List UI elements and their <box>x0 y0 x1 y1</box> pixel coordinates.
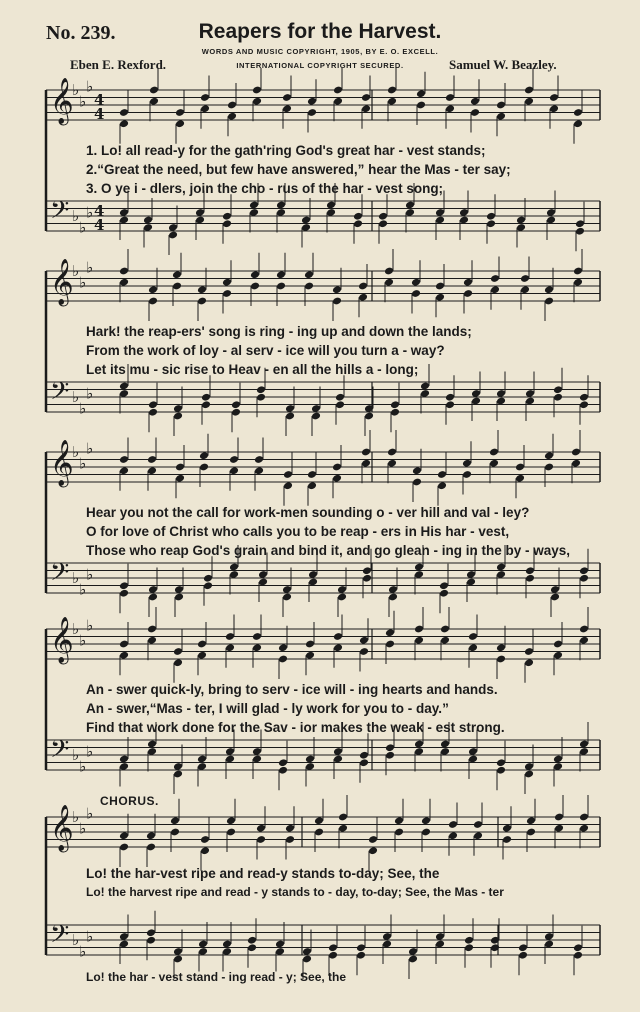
flat-icon: ♭ <box>79 399 87 418</box>
time-signature-top: 4 <box>94 91 105 109</box>
flat-icon: ♭ <box>86 203 94 222</box>
verse-2-line-4: An - swer,“Mas - ter, I will glad - ly work for you to - day.” <box>86 701 449 716</box>
flat-icon: ♭ <box>72 931 80 949</box>
flat-icon: ♭ <box>86 439 94 458</box>
flat-icon: ♭ <box>79 580 87 599</box>
verse-1-line-4: An - swer quick-ly, bring to serv - ice will - ing hearts and hands. <box>86 682 498 697</box>
copyright-line: WORDS AND MUSIC COPYRIGHT, 1905, BY E. O. EXCELL. <box>201 47 439 56</box>
flat-icon: ♭ <box>86 616 94 635</box>
flat-icon: ♭ <box>79 757 87 776</box>
flat-icon: ♭ <box>86 77 94 96</box>
chorus-label: CHORUS. <box>100 794 159 808</box>
verse-1-line-1: 1. Lo! all read-y for the gath'ring God's great har - vest stands; <box>86 143 486 158</box>
treble-clef-icon: 𝄞 <box>50 805 74 851</box>
bass-clef-icon: 𝄢 <box>50 558 70 593</box>
verse-1-line-3: Hear you not the call for work-men sounding o - ver hill and val - ley? <box>86 505 530 520</box>
treble-clef-icon: 𝄞 <box>50 617 74 663</box>
flat-icon: ♭ <box>79 218 87 237</box>
copyright-notice: INTERNATIONAL COPYRIGHT SECURED. <box>236 61 404 70</box>
flat-icon: ♭ <box>72 620 80 638</box>
flat-icon: ♭ <box>72 569 80 587</box>
flat-icon: ♭ <box>86 384 94 403</box>
time-signature-bottom: 4 <box>94 216 105 234</box>
flat-icon: ♭ <box>72 388 80 406</box>
time-signature-bottom: 4 <box>94 105 105 123</box>
verse-3-line-1: 3. O ye i - dlers, join the cho - rus of the har - vest song; <box>86 181 444 196</box>
flat-icon: ♭ <box>79 942 87 961</box>
flat-icon: ♭ <box>86 258 94 277</box>
time-signature-top: 4 <box>94 202 105 220</box>
bass-clef-icon: 𝄢 <box>50 920 70 955</box>
treble-clef-icon: 𝄞 <box>50 440 74 486</box>
verse-3-line-3: Those who reap God's grain and bind it, and go glean - ing in the by - ways, <box>86 543 570 558</box>
bass-clef-icon: 𝄢 <box>50 377 70 412</box>
treble-clef-icon: 𝄞 <box>50 259 74 305</box>
flat-icon: ♭ <box>72 262 80 280</box>
flat-icon: ♭ <box>86 565 94 584</box>
lyricist-credit: Eben E. Rexford. <box>70 57 167 72</box>
hymn-number: No. 239. <box>46 22 116 44</box>
flat-icon: ♭ <box>86 804 94 823</box>
flat-icon: ♭ <box>86 927 94 946</box>
flat-icon: ♭ <box>72 746 80 764</box>
verse-3-line-2: Let its mu - sic rise to Heav - en all the hills a - long; <box>86 362 419 377</box>
verse-2-line-3: O for love of Christ who calls you to be reap - ers in His har - vest, <box>86 524 510 539</box>
bass-clef-icon: 𝄢 <box>50 196 70 231</box>
verse-2-line-1: 2.“Great the need, but few have answered,” hear the Mas - ter say; <box>86 162 511 177</box>
chorus-alto-lyric: Lo! the harvest ripe and read - y stands to - day, to-day; See, the Mas - ter <box>86 885 504 899</box>
flat-icon: ♭ <box>79 454 87 473</box>
bass-clef-icon: 𝄢 <box>50 735 70 770</box>
flat-icon: ♭ <box>72 808 80 826</box>
flat-icon: ♭ <box>86 742 94 761</box>
composer-credit: Samuel W. Beazley. <box>449 57 557 72</box>
flat-icon: ♭ <box>72 443 80 461</box>
chorus-soprano-lyric: Lo! the har-vest ripe and read-y stands to-day; See, the <box>86 866 440 881</box>
verse-1-line-2: Hark! the reap-ers' song is ring - ing up and down the lands; <box>86 324 472 339</box>
chorus-bass-lyric: Lo! the har - vest stand - ing read - y; See, the <box>86 970 347 984</box>
flat-icon: ♭ <box>79 273 87 292</box>
treble-clef-icon: 𝄞 <box>50 78 74 124</box>
flat-icon: ♭ <box>72 207 80 225</box>
flat-icon: ♭ <box>79 631 87 650</box>
hymn-title: Reapers for the Harvest. <box>198 20 442 43</box>
verse-2-line-2: From the work of loy - al serv - ice will you turn a - way? <box>86 343 445 358</box>
flat-icon: ♭ <box>79 819 87 838</box>
flat-icon: ♭ <box>79 92 87 111</box>
flat-icon: ♭ <box>72 81 80 99</box>
verse-3-line-4: Find that work done for the Sav - ior makes the weak - est strong. <box>86 720 505 735</box>
